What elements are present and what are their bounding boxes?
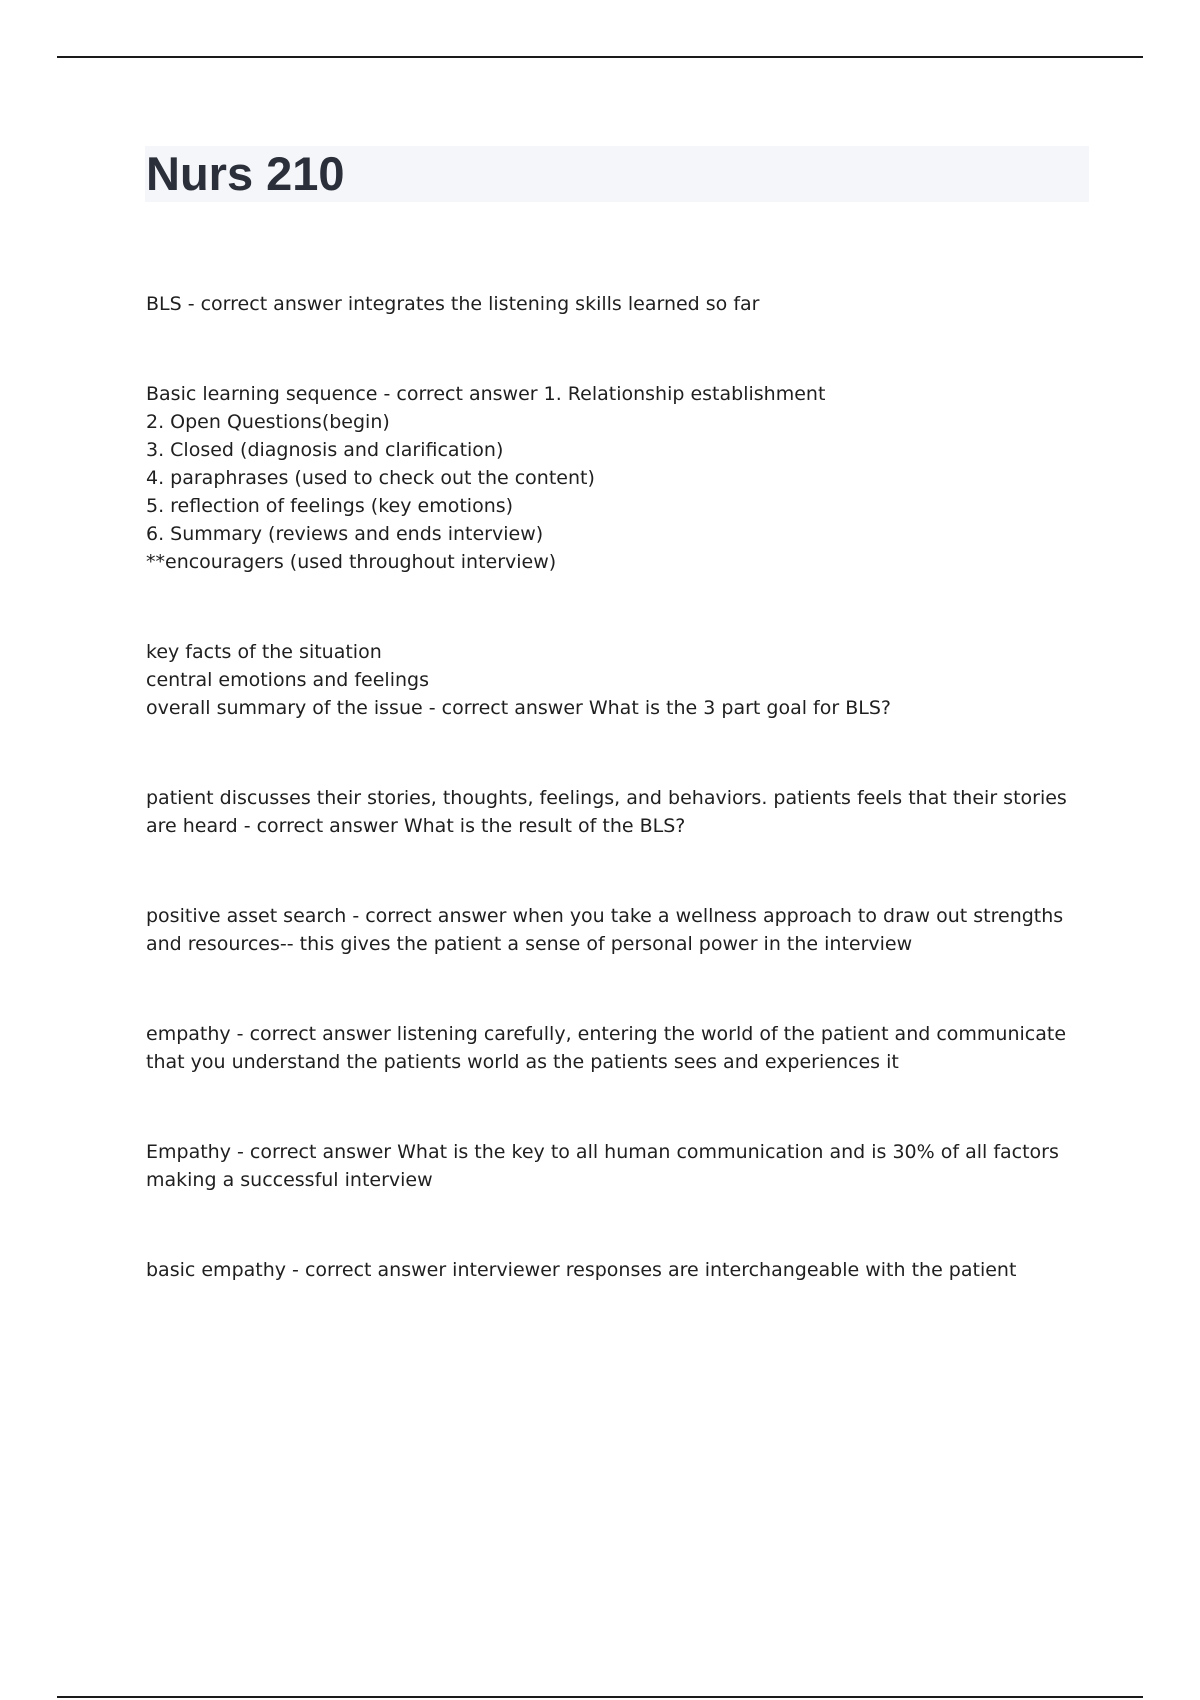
- document-body: [146, 290, 1091, 1346]
- qa-text: empathy - correct answer listening carefully, entering the world of the patient and communicate that you understand the patients world as the patients sees and experiences it: [146, 1023, 1067, 1073]
- qa-text: Empathy - correct answer What is the key to all human communication and is 30% of all factors making a successful interview: [146, 1141, 1059, 1191]
- qa-entry: [146, 638, 1091, 722]
- qa-entry: [146, 1138, 1091, 1194]
- bottom-rule: [57, 1696, 1143, 1698]
- top-rule: [57, 56, 1143, 58]
- qa-entry: [146, 380, 1091, 576]
- qa-entry: [146, 1256, 1091, 1284]
- document-title: Nurs 210: [146, 147, 345, 200]
- qa-text: positive asset search - correct answer when you take a wellness approach to draw out strengths and resources-- this gives the patient a sense of personal power in the interview: [146, 905, 1064, 955]
- qa-text: patient discusses their stories, thoughts, feelings, and behaviors. patients feels that their stories are heard - correct answer What is the result of the BLS?: [146, 787, 1067, 837]
- qa-entry: [146, 1020, 1091, 1076]
- qa-line: 3. Closed (diagnosis and clarification): [146, 439, 504, 461]
- qa-line: 4. paraphrases (used to check out the content): [146, 467, 595, 489]
- qa-line: 2. Open Questions(begin): [146, 411, 390, 433]
- qa-text: basic empathy - correct answer interviewer responses are interchangeable with the patient: [146, 1259, 1017, 1281]
- qa-line: **encouragers (used throughout interview): [146, 551, 557, 573]
- qa-entry: [146, 290, 1091, 318]
- qa-entry: [146, 902, 1091, 958]
- qa-line: central emotions and feelings: [146, 669, 429, 691]
- qa-line: Basic learning sequence - correct answer 1. Relationship establishment: [146, 383, 826, 405]
- qa-line: overall summary of the issue - correct answer What is the 3 part goal for BLS?: [146, 697, 891, 719]
- qa-text: BLS - correct answer integrates the listening skills learned so far: [146, 293, 760, 315]
- qa-line: key facts of the situation: [146, 641, 382, 663]
- qa-line: 5. reflection of feelings (key emotions): [146, 495, 514, 517]
- qa-entry: [146, 784, 1091, 840]
- qa-line: 6. Summary (reviews and ends interview): [146, 523, 544, 545]
